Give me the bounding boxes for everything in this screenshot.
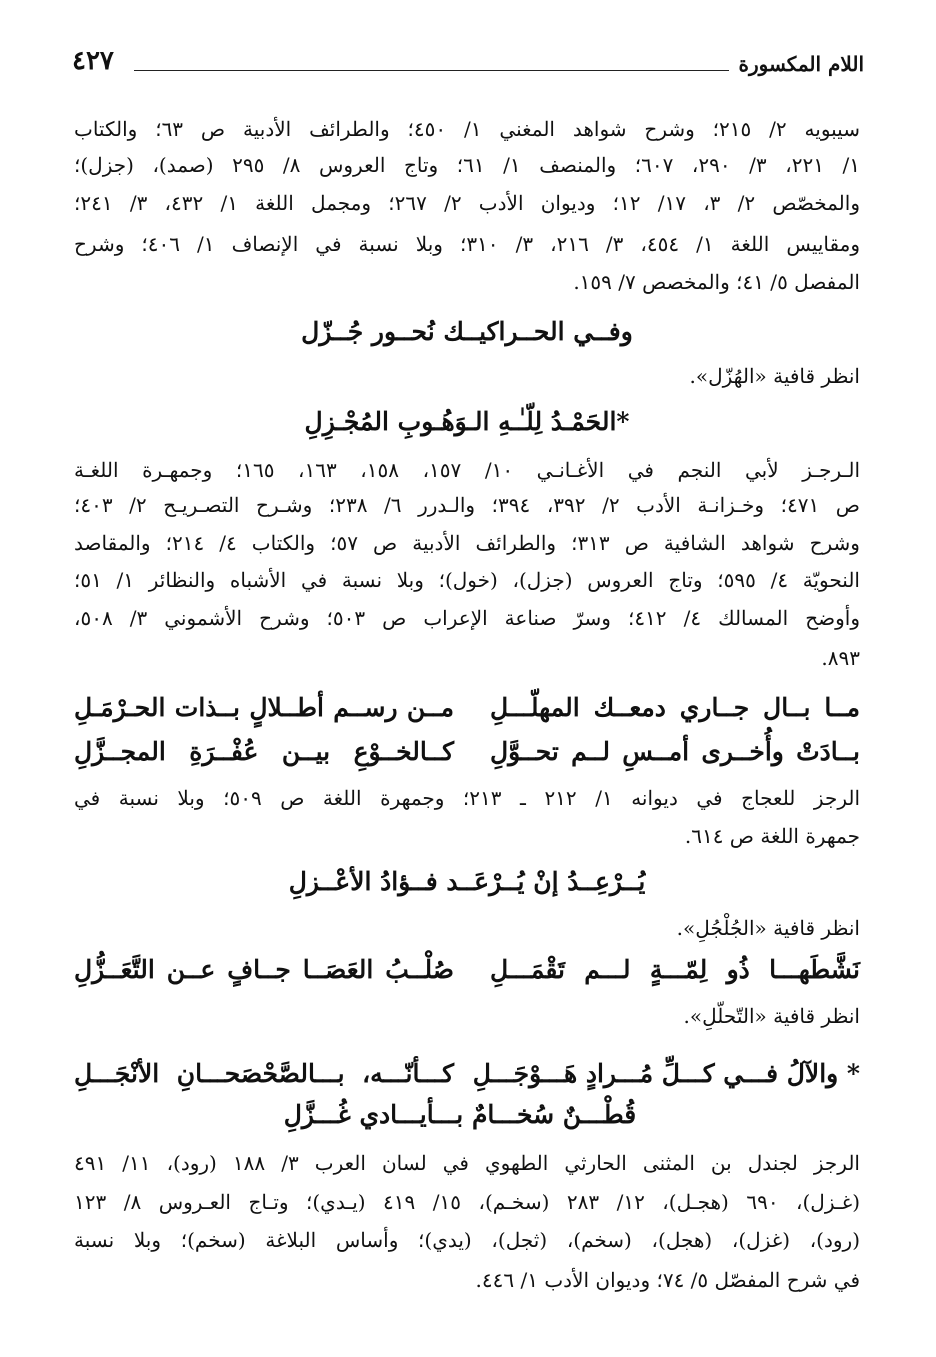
text-line: المفصل ٥/ ٤١؛ والمخصص ٧/ ١٥٩. (573, 270, 860, 294)
verse-hemistich: مــن رســم أطــلالٍ بــذات الحـرْمَـلِ (74, 693, 454, 722)
text-line: (رود)، (غزل)، (هجل)، (سخم)، (ثجل)، (يدي)؛ وأساس البلاغة (سخم)؛ وبلا نسبة (74, 1228, 860, 1252)
text-line: ص ٤٧١؛ وخـزانـة الأدب ٢/ ٣٩٢، ٣٩٤؛ والـدرر ٦/ ٢٣٨؛ وشـرح التصـريـح ٢/ ٤٠٣؛ (74, 493, 860, 517)
cross-reference: انظر قافية «الهُزّل». (689, 364, 860, 388)
text-line: سيبويه ٢/ ٢١٥؛ وشرح شواهد المغني ١/ ٤٥٠؛ والطرائف الأدبية ص ٦٣؛ والكتاب (74, 117, 860, 141)
text-line: الـرجـز لأبي النجم في الأغـانـي ١٠/ ١٥٧، ١٥٨، ١٦٣، ١٦٥؛ وجمهـرة اللغـة (74, 458, 860, 482)
verse-line: قُطْـــنٌ سُخـــامٌ بـــأيـــادي غُـــزَّلِ (283, 1100, 637, 1129)
verse-line: يُــرْعِــدُ إنْ يُــرْعَــد فــؤادُ الأعْــزلِ (288, 867, 646, 896)
cross-reference: انظر قافية «الجُلْجُلِ». (676, 916, 860, 940)
verse-couplet (74, 1054, 860, 1094)
text-line: وأوضح المسالك ٤/ ٤١٢؛ وسرّ صناعة الإعراب ص ٥٠٣؛ وشرح الأشموني ٣/ ٥٠٨، (74, 606, 860, 630)
text-line: والمخصّص ٢/ ٣، ١٧/ ١٢؛ وديوان الأدب ٢/ ٢٦٧؛ ومجمل اللغة ١/ ٤٣٢، ٣/ ٢٤١؛ (74, 191, 860, 215)
cross-reference: انظر قافية «التّحلّلِ». (683, 1004, 860, 1028)
text-line: (غـزل)، ٦٩٠ (هجـل)، ١٢/ ٢٨٣ (سخـم)، ١٥/ ٤١٩ (يـدي)؛ وتـاج العـروس ٨/ ١٢٣ (74, 1190, 860, 1214)
verse-hemistich: * والآلُ فـــي كـــلِّ مُـــرادٍ هَـــوْجَـــلِ (472, 1059, 860, 1088)
text-line: الرجز لجندل بن المثنى الحارثي الطهوي في لسان العرب ٣/ ١٨٨ (رود)، ١١/ ٤٩١ (74, 1151, 860, 1175)
verse-line: وفــي الحــراكيــك نُحــور جُــزّل (301, 317, 633, 346)
verse-couplet (74, 688, 860, 728)
verse-hemistich: نَشَّطَهـــا ذُو لِمّـــةٍ لـــم تَقْمَـــلِ (490, 955, 860, 984)
text-line: في شرح المفصّل ٥/ ٧٤؛ وديوان الأدب ١/ ٤٤٦. (475, 1268, 860, 1292)
text-line: جمهرة اللغة ص ٦١٤. (684, 824, 860, 848)
text-line: ومقاييس اللغة ١/ ٤٥٤، ٣/ ٢١٦، ٣/ ٣١٠؛ وبلا نسبة في الإنصاف ١/ ٤٠٦؛ وشرح (74, 232, 860, 256)
text-line: وشرح شواهد الشافية ص ٣١٣؛ والطرائف الأدبية ص ٥٧؛ والكتاب ٤/ ٢١٤؛ والمقاصد (74, 531, 860, 555)
text-line: الرجز للعجاج في ديوانه ١/ ٢١٢ ـ ٢١٣؛ وجمهرة اللغة ص ٥٠٩؛ وبلا نسبة في (74, 786, 860, 810)
verse-hemistich: كــالخــوْعِ بيــن عُفْــرَةِ المجــزَّلِ (74, 737, 454, 766)
verse-couplet (74, 950, 860, 990)
page-header (72, 42, 864, 82)
verse-hemistich: مــا بــال جــاري دمعــك المهلّـــلِ (490, 693, 860, 722)
verse-heading: *الحَمْـدُ لِلّـٰـهِ الـوَهُـوبِ المُجْـزِلِ (304, 407, 630, 436)
text-line: ٨٩٣. (821, 646, 860, 670)
verse-hemistich: صُلْــبُ العَصَــا جــافٍ عــن التَّعَــزُّلِ (74, 955, 454, 984)
text-line: النحويّة ٤/ ٥٩٥؛ وتاج العروس (جزل)، (خول)؛ وبلا نسبة في الأشباه والنظائر ١/ ٥١؛ (74, 568, 860, 592)
page-number: ٤٢٧ (72, 46, 114, 76)
running-title: اللام المكسورة (738, 52, 864, 76)
verse-hemistich: بــادَتْ وأُخــرى أمــسِ لــم تحــوَّلِ (490, 737, 860, 766)
header-rule (134, 70, 729, 71)
text-line: ١/ ٢٢١، ٣/ ٢٩٠، ٦٠٧؛ والمنصف ١/ ٦١؛ وتاج العروس ٨/ ٢٩٥ (صمد)، (جزل)؛ (74, 153, 860, 177)
verse-hemistich: كـــأنّـــه، بـــالصَّحْصَحـــانِ الأنْجَـــلِ (74, 1059, 454, 1088)
verse-couplet (74, 732, 860, 772)
